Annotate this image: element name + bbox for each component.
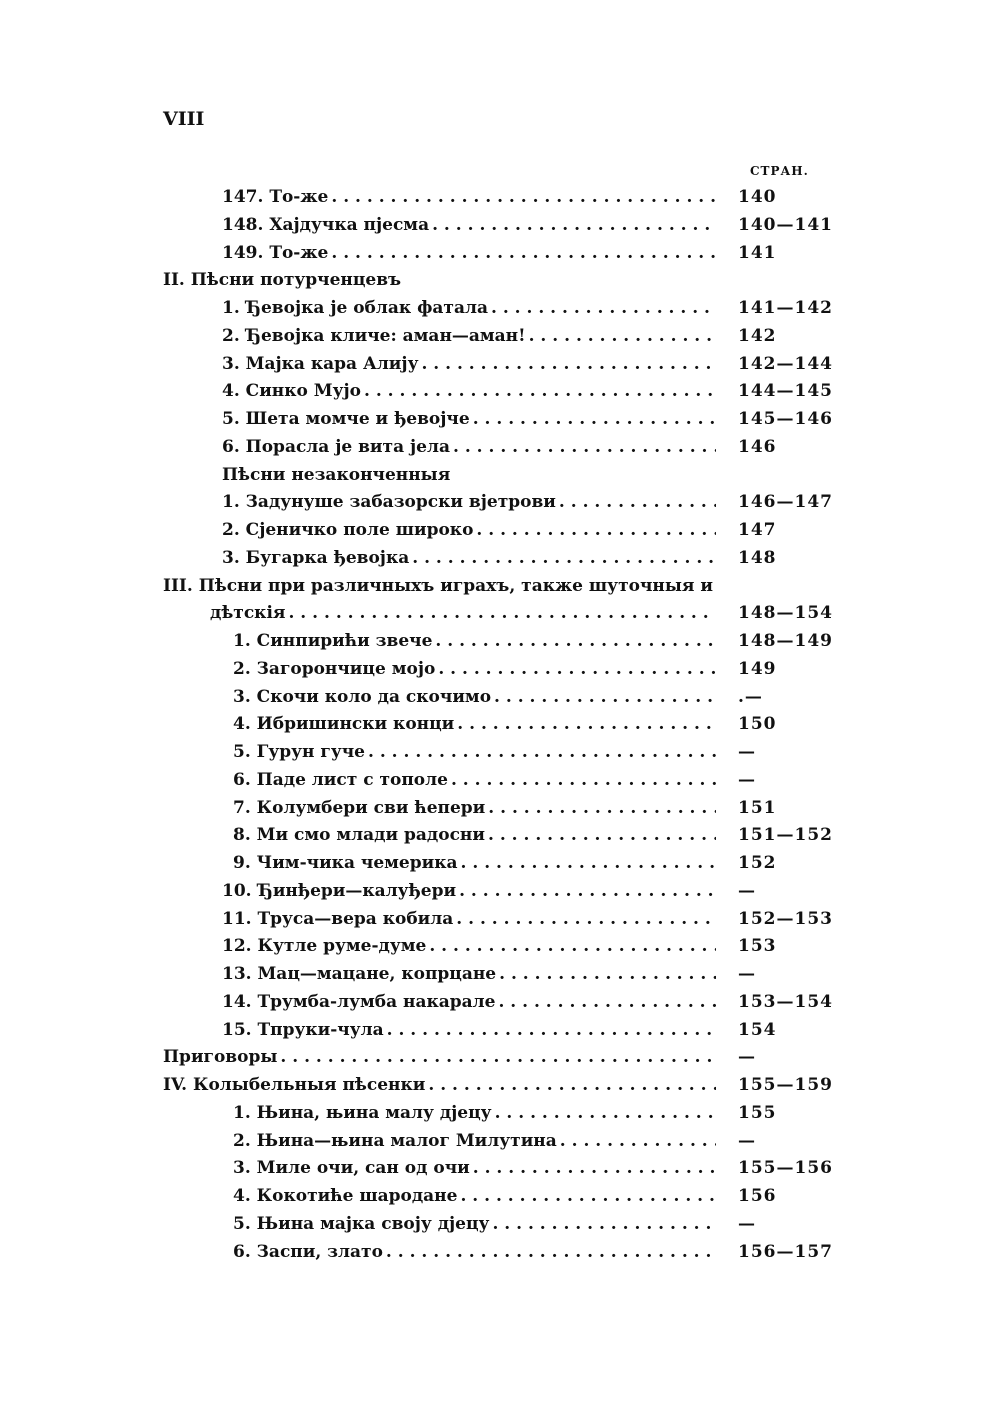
toc-entry-page: 140 xyxy=(738,187,777,207)
toc-entry xyxy=(222,183,777,211)
toc-entry-title: 3. Скочи коло да скочимо xyxy=(233,686,492,707)
toc-entry-title: дѣтскія xyxy=(210,603,286,624)
toc-entry-title: 1. Синпирићи звече xyxy=(233,631,433,651)
toc-entry-title: 149. То-же xyxy=(222,242,329,263)
dot-leader xyxy=(277,1043,716,1071)
toc-entry-page: 155—156 xyxy=(738,1158,833,1179)
toc-entry-page: 151 xyxy=(738,797,777,818)
toc-entry-page: 154 xyxy=(738,1019,777,1040)
dot-leader xyxy=(435,655,716,683)
dot-leader xyxy=(491,683,716,711)
toc-entry-title: 2. Ђевојка кличе: аман—аман! xyxy=(222,325,526,346)
page-column-header: СТРАН. xyxy=(750,164,809,178)
toc-entry-title: 11. Труса—вера кобила xyxy=(222,908,454,929)
dot-leader xyxy=(425,1071,716,1099)
toc-entry-page: 146 xyxy=(738,436,777,457)
toc-entry xyxy=(222,516,777,544)
toc-entry xyxy=(233,794,777,822)
toc-entry-page: — xyxy=(738,964,756,984)
toc-entry xyxy=(222,488,833,516)
toc-entry xyxy=(222,544,777,572)
toc-entry-title: 13. Мац—мацане, копрцане xyxy=(222,964,497,984)
dot-leader xyxy=(328,183,716,211)
toc-entry xyxy=(163,1071,833,1099)
toc-entry-title: Пѣсни незаконченныя xyxy=(222,464,451,485)
toc-entry xyxy=(222,960,756,988)
toc-entry-title: 1. Њина, њина малу дјецу xyxy=(233,1102,492,1123)
dot-leader xyxy=(384,1016,716,1044)
toc-entry xyxy=(233,1210,756,1238)
toc-entry xyxy=(233,738,756,766)
toc-entry-page: — xyxy=(738,880,756,901)
toc-entry-title: III. Пѣсни при различныхъ играхъ, также шуточныя и xyxy=(163,575,713,596)
dot-leader xyxy=(485,821,716,849)
toc-entry xyxy=(233,1099,777,1127)
toc-entry-page: 142—144 xyxy=(738,353,833,374)
dot-leader xyxy=(470,405,716,433)
toc-entry-page: 140—141 xyxy=(738,214,833,235)
toc-entry-page: 141—142 xyxy=(738,298,833,318)
dot-leader xyxy=(409,544,716,572)
toc-entry-page: — xyxy=(738,1130,756,1151)
toc-entry-title: 3. Бугарка ђевојка xyxy=(222,547,410,568)
toc-entry-title: 147. То-же xyxy=(222,187,329,207)
toc-entry xyxy=(163,1043,756,1071)
toc-entry xyxy=(233,1182,777,1210)
toc-entry-page: 148—154 xyxy=(738,603,833,624)
toc-entry-title: 10. Ђинђери—калуђери xyxy=(222,880,457,901)
toc-entry-title: 3. Миле очи, сан од очи xyxy=(233,1158,470,1179)
dot-leader xyxy=(365,738,716,766)
toc-entry xyxy=(233,1127,756,1155)
toc-entry-page: 152 xyxy=(738,853,777,873)
toc-entry-title: 5. Шета момче и ђевојче xyxy=(222,409,470,429)
toc-entry-title: 6. Порасла је вита јела xyxy=(222,436,450,457)
toc-entry xyxy=(222,877,756,905)
toc-entry-title: 7. Колумбери сви ћепери xyxy=(233,797,486,818)
toc-entry-title: 14. Трумба-лумба накарале xyxy=(222,991,496,1012)
toc-entry-page: 147 xyxy=(738,520,777,540)
page-number: VIII xyxy=(163,108,205,130)
dot-leader xyxy=(426,932,716,960)
toc-entry xyxy=(222,1016,777,1044)
dot-leader xyxy=(450,433,716,461)
dot-leader xyxy=(448,766,716,794)
toc-entry-title: 12. Кутле руме-думе xyxy=(222,936,427,957)
dot-leader xyxy=(557,1127,716,1155)
dot-leader xyxy=(418,350,716,378)
toc-entry-page: — xyxy=(738,742,756,762)
toc-entry-title: 5. Њина мајка своју дјецу xyxy=(233,1213,490,1234)
dot-leader xyxy=(556,488,716,516)
toc-entry xyxy=(233,849,777,877)
toc-entry-page: 146—147 xyxy=(738,492,833,513)
dot-leader xyxy=(492,1099,716,1127)
dot-leader xyxy=(470,1154,716,1182)
toc-entry xyxy=(210,599,833,627)
toc-entry-title: II. Пѣсни потурченцевъ xyxy=(163,270,402,291)
dot-leader xyxy=(285,599,716,627)
toc-entry-page: 145—146 xyxy=(738,409,833,429)
toc-entry-page: 144—145 xyxy=(738,381,833,402)
dot-leader xyxy=(328,239,716,267)
toc-entry-page: 153 xyxy=(738,936,777,957)
dot-leader xyxy=(454,710,716,738)
toc-entry-title: 8. Ми смо млади радосни xyxy=(233,825,485,846)
toc-entry-title: 4. Ибришински конци xyxy=(233,714,455,735)
dot-leader xyxy=(473,516,716,544)
toc-entry-title: 2. Њина—њина малог Милутина xyxy=(233,1130,557,1151)
dot-leader xyxy=(489,1210,716,1238)
dot-leader xyxy=(485,794,716,822)
toc-entry xyxy=(233,1154,833,1182)
toc-entry-title: 1. Задунуше забазорски вјетрови xyxy=(222,492,556,513)
toc-entry-page: — xyxy=(738,1047,756,1068)
toc-entry xyxy=(222,294,833,322)
toc-entry-title: 2. Сјеничко поле широко xyxy=(222,520,474,540)
dot-leader xyxy=(429,211,716,239)
toc-entry-title: 9. Чим-чика чемерика xyxy=(233,853,458,873)
toc-entry-title: Приговоры xyxy=(163,1047,278,1068)
toc-entry xyxy=(233,655,777,683)
toc-entry-page: 149 xyxy=(738,658,777,679)
toc-entry xyxy=(233,766,756,794)
dot-leader xyxy=(488,294,716,322)
toc-entry-page: — xyxy=(738,1213,756,1234)
toc-entry-title: 6. Заспи, злато xyxy=(233,1241,383,1262)
toc-entry-page: 141 xyxy=(738,242,777,263)
toc-entry-page: 151—152 xyxy=(738,825,833,846)
dot-leader xyxy=(458,849,716,877)
toc-entry xyxy=(163,266,715,294)
toc-entry xyxy=(233,710,777,738)
dot-leader xyxy=(383,1238,716,1266)
toc-entry-title: 2. Загорончице мојо xyxy=(233,658,436,679)
toc-entry xyxy=(233,1238,833,1266)
toc-entry xyxy=(222,461,715,489)
toc-entry-title: 6. Паде лист с тополе xyxy=(233,769,448,790)
toc-entry-page: — xyxy=(738,769,756,790)
dot-leader xyxy=(432,627,716,655)
toc-entry-title: 4. Кокотиће шародане xyxy=(233,1186,458,1206)
dot-leader xyxy=(453,905,716,933)
toc-entry-page: 152—153 xyxy=(738,908,833,929)
toc-entry-title: 15. Тпруки-чула xyxy=(222,1019,384,1040)
toc-entry xyxy=(222,932,777,960)
toc-entry xyxy=(222,211,833,239)
toc-entry xyxy=(222,905,833,933)
toc-entry-page: 148—149 xyxy=(738,631,833,651)
dot-leader xyxy=(526,322,716,350)
toc-entry-title: 148. Хајдучка пјесма xyxy=(222,214,430,235)
toc-entry-title: 3. Мајка кара Алију xyxy=(222,353,419,374)
toc-entry-page: 155—159 xyxy=(738,1075,833,1095)
toc-entry-page: 155 xyxy=(738,1102,777,1123)
toc-entry xyxy=(222,350,833,378)
toc-entry xyxy=(163,572,715,600)
toc-entry xyxy=(222,239,777,267)
dot-leader xyxy=(361,377,716,405)
toc-entry xyxy=(222,405,833,433)
toc-entry-page: 148 xyxy=(738,547,777,568)
toc-entry-title: 5. Гурун гуче xyxy=(233,742,365,762)
toc-entry-title: IV. Колыбельныя пѣсенки xyxy=(163,1075,426,1095)
toc-entry-page: 156 xyxy=(738,1186,777,1206)
toc-entry xyxy=(222,322,777,350)
toc-entry-title: 4. Синко Мујо xyxy=(222,381,361,402)
toc-entry-page: .— xyxy=(738,686,763,707)
toc-entry xyxy=(233,627,833,655)
toc-entry xyxy=(233,821,833,849)
dot-leader xyxy=(457,1182,716,1210)
dot-leader xyxy=(456,877,716,905)
toc-entry xyxy=(222,377,833,405)
dot-leader xyxy=(495,988,716,1016)
toc-entry-page: 150 xyxy=(738,714,777,735)
toc-entry-page: 153—154 xyxy=(738,991,833,1012)
dot-leader xyxy=(496,960,716,988)
toc-entry xyxy=(222,433,777,461)
toc-entry-page: 142 xyxy=(738,325,777,346)
toc-entry xyxy=(222,988,833,1016)
toc-entry xyxy=(233,683,763,711)
toc-entry-page: 156—157 xyxy=(738,1241,833,1262)
toc-entry-title: 1. Ђевојка је облак фатала xyxy=(222,298,488,318)
